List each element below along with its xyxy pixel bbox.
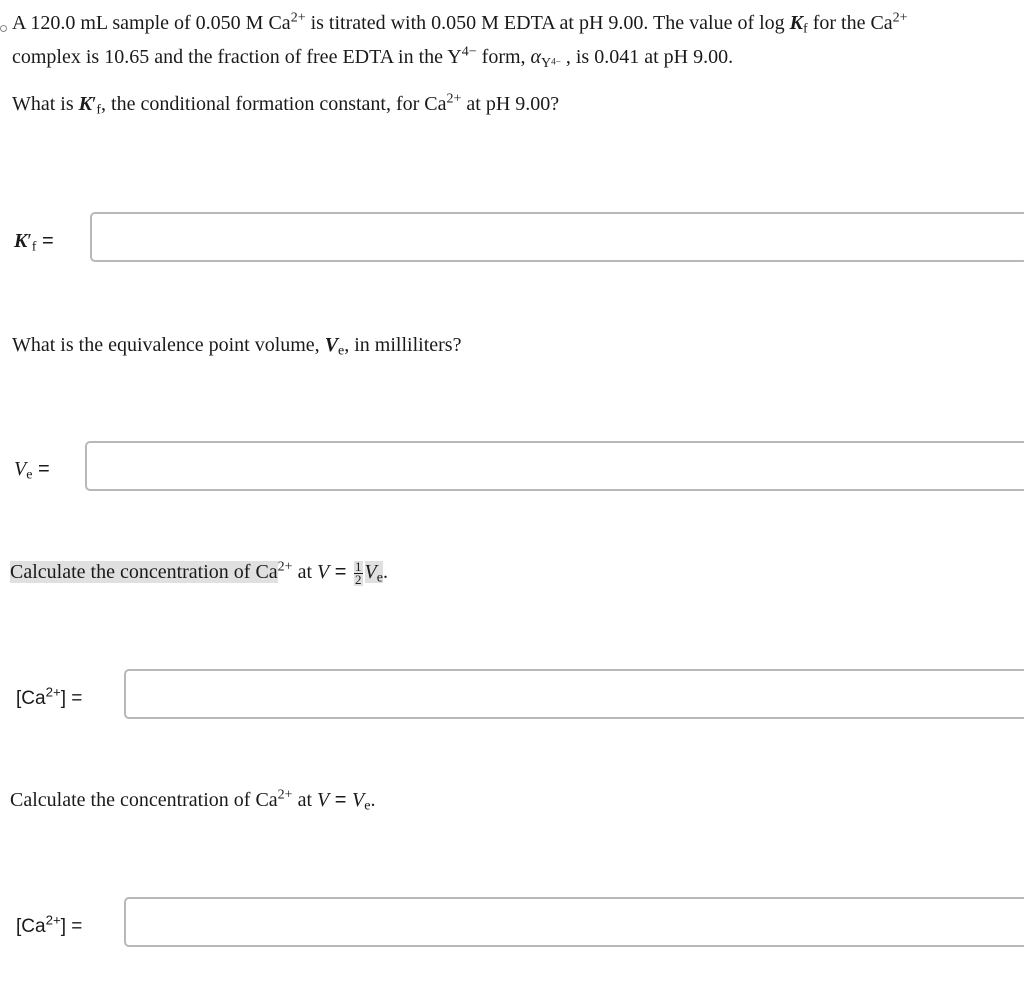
intro-text: A 120.0 mL sample of 0.050 M Ca	[12, 12, 291, 34]
kf-answer-input[interactable]	[90, 212, 1024, 262]
question-ca-half-ve-prompt: Calculate the concentration of $Ca^{2+}$ at V = $\frac{1}{2}$ $V_e$.	[10, 558, 388, 587]
kf-label: $K'_f$ =	[14, 230, 54, 255]
question-ca-ve-prompt: Calculate the concentration of $Ca^{2+}$ at $V = V_e$.	[10, 787, 376, 814]
one-half-fraction: $\frac{1}{2}$	[355, 558, 362, 587]
question-kf-prompt: What is $K'_f$, the conditional formation constant, for $Ca^{2+}$ at pH 9.00?	[12, 91, 560, 118]
ca-half-ve-label: $[Ca^{2+}]$ =	[16, 684, 83, 709]
question-bullet	[0, 25, 7, 32]
ca-ve-answer-input[interactable]	[124, 897, 1024, 947]
ca-ve-label: $[Ca^{2+}]$ =	[16, 912, 83, 937]
intro-line-1: A 120.0 mL sample of 0.050 M $Ca^{2+}$ is titrated with 0.050 M EDTA at pH 9.00. The value of $\log K_f$ for the $Ca^{2+}$	[12, 10, 908, 37]
intro-line-2: complex is 10.65 and the fraction of free EDTA in the $Y^{4-}$ form, $\alpha_{Y4-}$ , is 0.041 at pH 9.00.	[12, 44, 734, 71]
question-ve-prompt: What is the equivalence point volume, $V_e$, in milliliters?	[12, 334, 462, 359]
ve-answer-input[interactable]	[85, 441, 1024, 491]
ca-half-ve-answer-input[interactable]	[124, 669, 1024, 719]
ve-label: $V_e$ =	[14, 458, 50, 483]
